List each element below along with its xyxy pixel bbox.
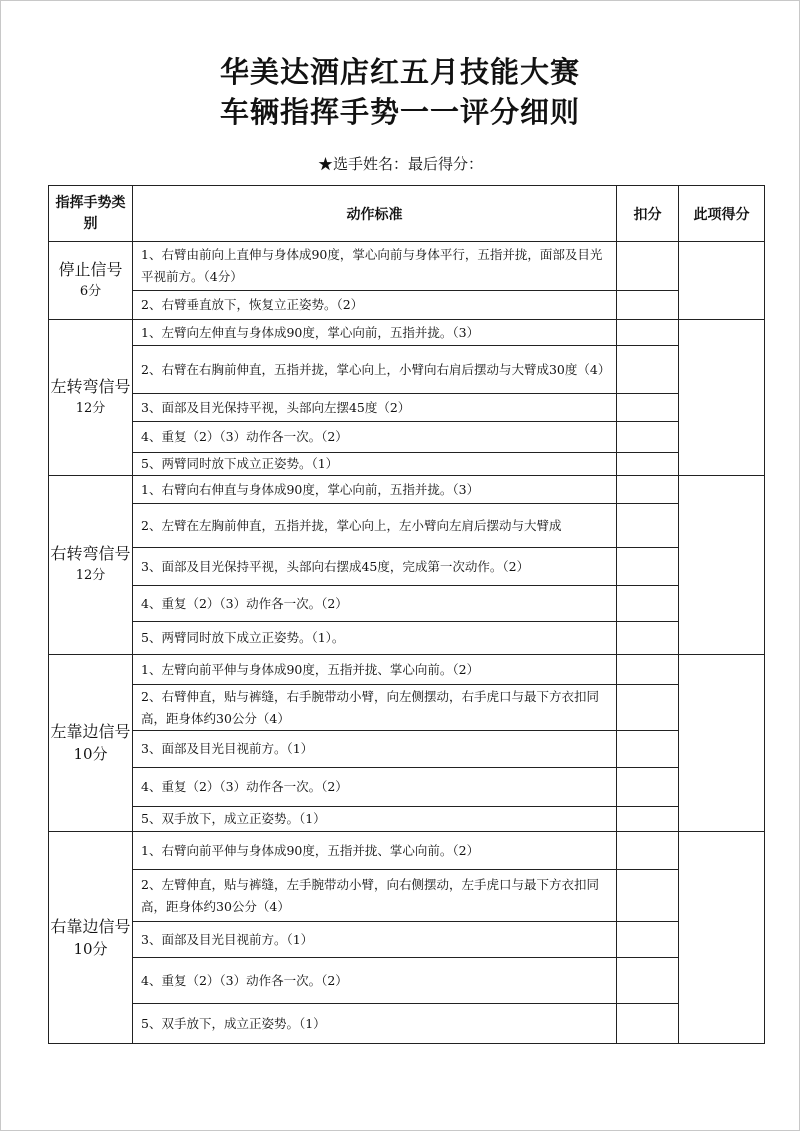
table-row xyxy=(49,586,765,622)
category-name: 左靠边信号 xyxy=(50,722,131,741)
contestant-line xyxy=(318,153,483,174)
item-score-input[interactable] xyxy=(679,832,765,1044)
standard-item: 3、面部及目光目视前方。（1） xyxy=(133,922,617,958)
header-deduction: 扣分 xyxy=(617,186,679,242)
table-row xyxy=(49,958,765,1004)
standard-item: 4、重复（2）（3）动作各一次。（2） xyxy=(133,422,617,453)
deduction-input[interactable] xyxy=(617,922,679,958)
deduction-input[interactable] xyxy=(617,242,679,291)
deduction-input[interactable] xyxy=(617,685,679,731)
table-row xyxy=(49,870,765,922)
table-row xyxy=(49,346,765,394)
standard-item: 2、左臂伸直，贴与裤缝，左手腕带动小臂，向右侧摆动，左手虎口与最下方衣扣同高，距身体约30公分（4） xyxy=(133,870,617,922)
deduction-input[interactable] xyxy=(617,1004,679,1044)
standard-item: 2、左臂在左胸前伸直，五指并拢，掌心向上，左小臂向左肩后摆动与大臂成 xyxy=(133,504,617,548)
standard-item: 2、右臂垂直放下，恢复立正姿势。（2） xyxy=(133,291,617,320)
table-row xyxy=(49,453,765,476)
standard-item: 3、面部及目光保持平视，头部向右摆成45度，完成第一次动作。（2） xyxy=(133,548,617,586)
scoring-table xyxy=(48,185,765,1044)
table-row xyxy=(49,242,765,291)
category-points: 10分 xyxy=(73,745,108,763)
table-header-row xyxy=(49,186,765,242)
table-row xyxy=(49,548,765,586)
table-row xyxy=(49,655,765,685)
category-cell xyxy=(49,476,133,655)
category-name: 左转弯信号 xyxy=(50,376,131,396)
deduction-input[interactable] xyxy=(617,586,679,622)
table-row xyxy=(49,685,765,731)
standard-item: 4、重复（2）（3）动作各一次。（2） xyxy=(133,768,617,807)
category-name: 停止信号 xyxy=(58,259,123,279)
deduction-input[interactable] xyxy=(617,453,679,476)
standard-item: 3、面部及目光保持平视，头部向左摆45度（2） xyxy=(133,394,617,422)
deduction-input[interactable] xyxy=(617,320,679,346)
item-score-input[interactable] xyxy=(679,242,765,320)
deduction-input[interactable] xyxy=(617,655,679,685)
standard-item: 1、右臂由前向上直伸与身体成90度，掌心向前与身体平行，五指并拢，面部及目光平视前方。（4分） xyxy=(133,242,617,291)
deduction-input[interactable] xyxy=(617,731,679,768)
standard-item: 3、面部及目光目视前方。（1） xyxy=(133,731,617,768)
standard-item: 2、右臂伸直，贴与裤缝，右手腕带动小臂，向左侧摆动，右手虎口与最下方衣扣同高，距身体约30公分（4） xyxy=(133,685,617,731)
final-score-label: 最后得分： xyxy=(408,155,484,173)
standard-item: 5、双手放下，成立正姿势。（1） xyxy=(133,1004,617,1044)
standard-item: 5、两臂同时放下成立正姿势。（1） xyxy=(133,453,617,476)
standard-item: 5、两臂同时放下成立正姿势。（1）。 xyxy=(133,622,617,655)
table-row xyxy=(49,504,765,548)
standard-item: 1、右臂向前平伸与身体成90度，五指并拢、掌心向前。（2） xyxy=(133,832,617,870)
table-row xyxy=(49,807,765,832)
table-row xyxy=(49,291,765,320)
standard-item: 4、重复（2）（3）动作各一次。（2） xyxy=(133,958,617,1004)
item-score-input[interactable] xyxy=(679,320,765,476)
category-name: 右转弯信号 xyxy=(50,544,131,563)
deduction-input[interactable] xyxy=(617,504,679,548)
deduction-input[interactable] xyxy=(617,291,679,320)
header-standard: 动作标准 xyxy=(133,186,617,242)
table-row xyxy=(49,731,765,768)
item-score-input[interactable] xyxy=(679,476,765,655)
deduction-input[interactable] xyxy=(617,768,679,807)
table-row xyxy=(49,422,765,453)
category-name: 右靠边信号 xyxy=(50,916,131,936)
category-points: 6分 xyxy=(79,283,102,299)
standard-item: 1、左臂向左伸直与身体成90度，掌心向前，五指并拢。（3） xyxy=(133,320,617,346)
standard-item: 5、双手放下，成立正姿势。（1） xyxy=(133,807,617,832)
contestant-name-label: 选手姓名： xyxy=(333,155,409,173)
table-row xyxy=(49,320,765,346)
table-row xyxy=(49,922,765,958)
category-points: 12分 xyxy=(75,400,106,416)
header-category: 指挥手势类别 xyxy=(49,186,133,242)
table-row xyxy=(49,394,765,422)
deduction-input[interactable] xyxy=(617,807,679,832)
deduction-input[interactable] xyxy=(617,394,679,422)
deduction-input[interactable] xyxy=(617,622,679,655)
category-points: 10分 xyxy=(73,939,108,958)
standard-item: 1、右臂向右伸直与身体成90度，掌心向前，五指并拢。（3） xyxy=(133,476,617,504)
standard-item: 2、右臂在右胸前伸直，五指并拢，掌心向上，小臂向右肩后摆动与大臂成30度（4） xyxy=(133,346,617,394)
category-cell xyxy=(49,832,133,1044)
table-row xyxy=(49,476,765,504)
deduction-input[interactable] xyxy=(617,422,679,453)
deduction-input[interactable] xyxy=(617,958,679,1004)
page-subtitle: 车辆指挥手势一一评分细则 xyxy=(219,95,580,129)
deduction-input[interactable] xyxy=(617,548,679,586)
item-score-input[interactable] xyxy=(679,655,765,832)
category-points: 12分 xyxy=(75,568,106,583)
star-icon: ★ xyxy=(318,155,334,173)
deduction-input[interactable] xyxy=(617,346,679,394)
category-cell xyxy=(49,655,133,832)
category-cell xyxy=(49,242,133,320)
page-title: 华美达酒店红五月技能大赛 xyxy=(219,55,580,89)
deduction-input[interactable] xyxy=(617,832,679,870)
table-row xyxy=(49,768,765,807)
standard-item: 1、左臂向前平伸与身体成90度，五指并拢、掌心向前。（2） xyxy=(133,655,617,685)
header-item-score: 此项得分 xyxy=(679,186,765,242)
table-row xyxy=(49,1004,765,1044)
standard-item: 4、重复（2）（3）动作各一次。（2） xyxy=(133,586,617,622)
table-row xyxy=(49,832,765,870)
table-row xyxy=(49,622,765,655)
deduction-input[interactable] xyxy=(617,870,679,922)
category-cell xyxy=(49,320,133,476)
deduction-input[interactable] xyxy=(617,476,679,504)
